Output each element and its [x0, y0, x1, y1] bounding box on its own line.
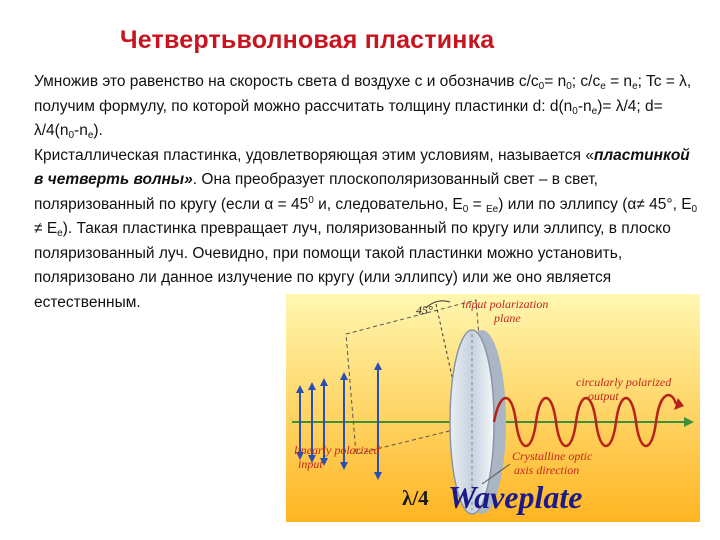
waveplate-figure — [286, 294, 700, 522]
linear-label-2: input — [298, 457, 323, 471]
circular-label-1: circularly polarized — [576, 375, 672, 389]
emphasized-term: пластинкой в четверть волны» — [34, 146, 690, 188]
input-plane-label-1: input polarization — [462, 297, 549, 311]
paragraph-description: Кристаллическая пластинка, удовлетворяющая этим условиям, называется «пластинкой в четверть волны». Она преобразует плоскополяризованный свет – в свет, поляризованный по кругу (если $\alpha = 45^0$ и, следовательно, $E_0 = _{Ee}$) или по эллипсу (α≠ 45°, $E_0 \ne E_e$). Такая пластинка превращает луч, поляризованный по кругу или эллипсу, в плоско поляризованный луч. Очевидно, при помощи такой пластинки можно установить, поляризовано ли данное излучение по кругу (или эллипсу) или же оно является естественным. — [34, 146, 698, 311]
waveplate-diagram — [286, 294, 700, 522]
circular-label-2: output — [588, 389, 619, 403]
linear-label-1: linearly polarized — [294, 443, 380, 457]
axis-label-1: Crystalline optic — [512, 449, 593, 463]
input-plane-label-2: plane — [494, 311, 521, 325]
angle-label: 45° — [416, 303, 433, 317]
waveplate-caption: Waveplate — [448, 479, 583, 515]
slide-title: Четвертьволновая пластинка — [120, 26, 495, 54]
paragraph-formula: Умножив это равенство на скорость света d воздухе с и обозначив $c/c_0= n_0$; $c/c_e = n_e$; Tc = λ, получим формулу, по которой можно рассчитать толщину пластинки d: $d(n_0-n_e)= \lambda/4$; $d= \lambda/4(n_0-n_e)$. — [34, 73, 692, 141]
body-text — [34, 70, 700, 315]
axis-label-2: axis direction — [514, 463, 580, 477]
fraction-label: λ/4 — [402, 486, 429, 510]
